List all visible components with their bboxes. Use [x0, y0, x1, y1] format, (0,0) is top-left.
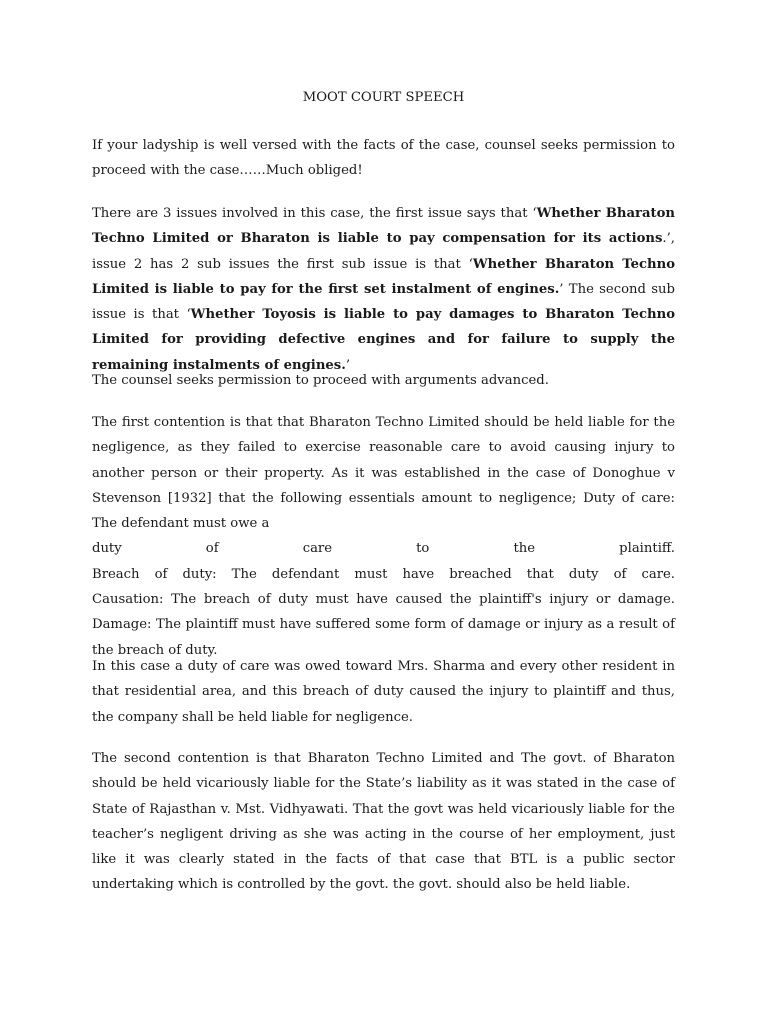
essential-duty-line: duty of care to the plaintiff. [92, 541, 675, 557]
paragraph-duty-owed: In this case a duty of care was owed toward Mrs. Sharma and every other resident in that residential area, and this breach of duty caused the injury to plaintiff and thus, the company shall be held liable for negligence. [92, 659, 675, 725]
paragraph-second-contention: The second contention is that Bharaton Techno Limited and The govt. of Bharaton should be held vicariously liable for the State’s liability as it was stated in the case of State of Rajasthan v. Mst. Vidhyawati. That the govt was held vicariously liable for the teacher’s negligent driving as she was acting in the course of her employment, just like it was clearly stated in the facts of that case that BTL is a public sector undertaking which is controlled by the govt. the govt. should also be held liable. [92, 751, 675, 893]
first-contention-lead: The first contention is that that Bharaton Techno Limited should be held liable for the negligence, as they failed to exercise reasonable care to avoid causing injury to another person or their property. As it was established in the case of Donoghue v Stevenson [1932] that the following essentials amount to negligence; Duty of care: The defendant must owe a [92, 415, 675, 532]
issue-2a-bold: Whether Bharaton Techno Limited is liable to pay for the first set instalment of engines. [92, 256, 675, 297]
paragraph-first-contention [92, 410, 675, 663]
document-title: MOOT COURT SPEECH [302, 90, 465, 105]
paragraph-permission: The counsel seeks permission to proceed with arguments advanced. [92, 373, 549, 388]
paragraph-issues [92, 201, 675, 378]
issue-1-bold: Whether Bharaton Techno Limited or Bharaton is liable to pay compensation for its actions [92, 206, 675, 247]
issues-text-1: There are 3 issues involved in this case, the first issue says that ‘ [92, 206, 537, 221]
issues-text-4: ’ [345, 357, 351, 373]
essential-causation-line: Causation: The breach of duty must have caused the plaintiff's injury or damage. [92, 592, 675, 608]
essential-breach-line: Breach of duty: The defendant must have breached that duty of care. [92, 566, 675, 582]
essential-damage-line: Damage: The plaintiff must have suffered some form of damage or injury as a result of the breach of duty. [92, 617, 675, 658]
issues-text-3: ’ The second sub issue is that ‘ [92, 281, 675, 323]
issues-text-2: .’, issue 2 has 2 sub issues the first sub issue is that ‘ [92, 231, 675, 272]
issue-2b-bold: Whether Toyosis is liable to pay damages to Bharaton Techno Limited for providing defective engines and for failure to supply the remaining instalments of engines. [92, 307, 675, 373]
paragraph-opening: If your ladyship is well versed with the facts of the case, counsel seeks permission to proceed with the case……Much obliged! [92, 138, 675, 179]
